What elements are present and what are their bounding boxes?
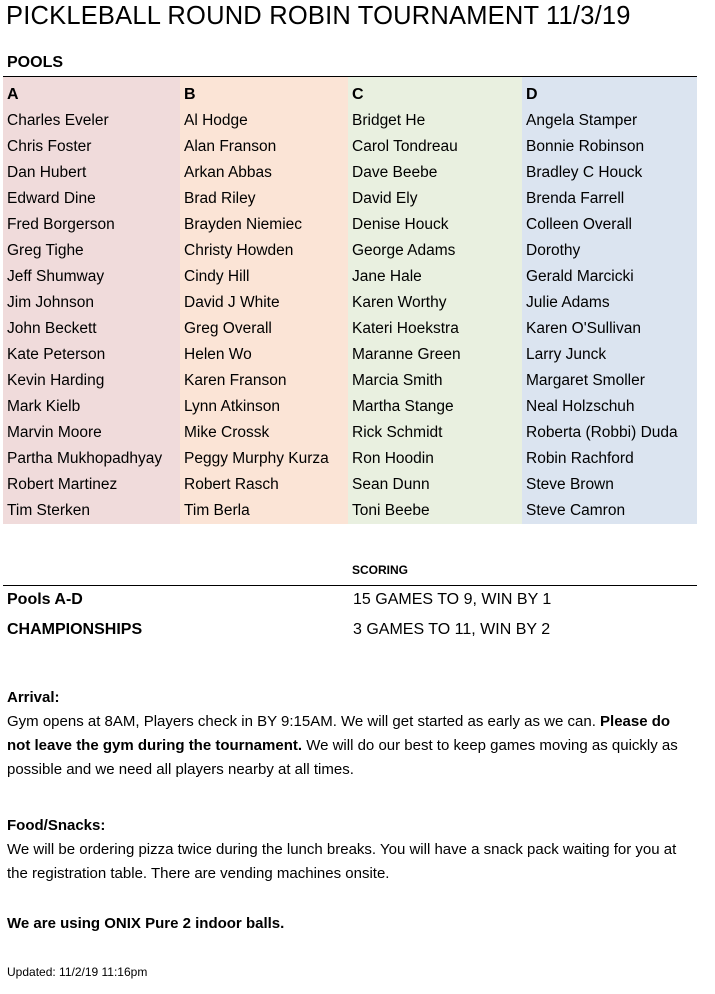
player-name: Jim Johnson [7,294,95,311]
player-name: John Beckett [7,320,97,337]
player-name: Karen Franson [184,372,287,389]
player-name: Steve Brown [526,476,614,493]
player-name: Tim Berla [184,502,250,519]
scoring-divider [3,585,697,586]
player-name: Ron Hoodin [352,450,434,467]
player-list [352,104,522,520]
player-name: George Adams [352,242,456,259]
player-name: Toni Beebe [352,502,430,519]
player-name: Kevin Harding [7,372,105,389]
player-name: Marcia Smith [352,372,443,389]
food-heading: Food/Snacks: [7,817,106,834]
pool-column-a [3,77,180,524]
player-name: Christy Howden [184,242,294,259]
player-name: Karen Worthy [352,294,447,311]
player-name: Julie Adams [526,294,610,311]
player-name: Robert Martinez [7,476,118,493]
player-name: Kateri Hoekstra [352,320,459,337]
player-list [7,104,180,520]
scoring-key: CHAMPIONSHIPS [7,621,143,638]
player-name: David Ely [352,190,418,207]
pool-header: D [526,86,538,103]
balls-note: We are using ONIX Pure 2 indoor balls. [7,915,285,932]
pool-header: B [184,86,196,103]
player-name: Lynn Atkinson [184,398,280,415]
player-name: Denise Houck [352,216,449,233]
player-name: Mike Crossk [184,424,270,441]
food-text: We will be ordering pizza twice during the lunch breaks. You will have a snack pack waiting for you at the registration table. There are vending machines onsite. [7,841,677,882]
scoring-value: 3 GAMES TO 11, WIN BY 2 [353,621,551,638]
arrival-warning: Please do not leave the gym during the tournament. [7,713,671,754]
updated-timestamp: Updated: 11/2/19 11:16pm [7,965,148,979]
pool-column-b [180,77,348,524]
player-name: Sean Dunn [352,476,430,493]
player-name: Robin Rachford [526,450,634,467]
pools-heading: POOLS [7,54,64,71]
pool-header: C [352,86,364,103]
player-name: Gerald Marcicki [526,268,634,285]
player-name: Colleen Overall [526,216,632,233]
scoring-value: 15 GAMES TO 9, WIN BY 1 [353,591,552,608]
player-name: Martha Stange [352,398,454,415]
player-name: Kate Peterson [7,346,106,363]
player-name: Brayden Niemiec [184,216,303,233]
player-name: Margaret Smoller [526,372,645,389]
player-name: Steve Camron [526,502,626,519]
player-name: Roberta (Robbi) Duda [526,424,678,441]
player-name: Bridget He [352,112,426,129]
player-name: Greg Overall [184,320,272,337]
arrival-heading: Arrival: [7,689,60,706]
scoring-key: Pools A-D [7,591,83,608]
player-name: Mark Kielb [7,398,81,415]
player-name: David J White [184,294,280,311]
food-section [7,814,697,886]
player-name: Greg Tighe [7,242,84,259]
player-name: Partha Mukhopadhyay [7,450,163,467]
player-name: Dave Beebe [352,164,438,181]
player-list [184,104,348,520]
player-name: Maranne Green [352,346,461,363]
player-name: Rick Schmidt [352,424,443,441]
arrival-section [7,686,697,782]
player-name: Neal Holzschuh [526,398,635,415]
player-name: Marvin Moore [7,424,102,441]
page-title: PICKLEBALL ROUND ROBIN TOURNAMENT 11/3/19 [6,2,631,30]
player-name: Larry Junck [526,346,607,363]
player-name: Al Hodge [184,112,248,129]
player-name: Bradley C Houck [526,164,643,181]
player-name: Jane Hale [352,268,422,285]
player-name: Bonnie Robinson [526,138,645,155]
player-name: Alan Franson [184,138,277,155]
player-list [526,104,697,520]
player-name: Dan Hubert [7,164,87,181]
player-name: Brenda Farrell [526,190,625,207]
player-name: Tim Sterken [7,502,90,519]
player-name: Cindy Hill [184,268,250,285]
player-name: Jeff Shumway [7,268,105,285]
player-name: Charles Eveler [7,112,109,129]
player-name: Chris Foster [7,138,92,155]
pool-column-d [522,77,697,524]
player-name: Edward Dine [7,190,96,207]
arrival-text: Gym opens at 8AM, Players check in BY 9:15AM. We will get started as early as we can. [7,713,601,730]
player-name: Peggy Murphy Kurza [184,450,329,467]
arrival-text-cont: We will do our best to keep games moving as quickly as possible and we need all players nearby at all times. [7,737,678,778]
scoring-heading: SCORING [352,563,409,577]
player-name: Helen Wo [184,346,252,363]
player-name: Angela Stamper [526,112,638,129]
player-name: Dorothy [526,242,581,259]
player-name: Arkan Abbas [184,164,272,181]
player-name: Carol Tondreau [352,138,458,155]
player-name: Fred Borgerson [7,216,115,233]
pool-header: A [7,86,19,103]
pool-column-c [348,77,522,524]
player-name: Karen O'Sullivan [526,320,641,337]
player-name: Robert Rasch [184,476,279,493]
player-name: Brad Riley [184,190,256,207]
